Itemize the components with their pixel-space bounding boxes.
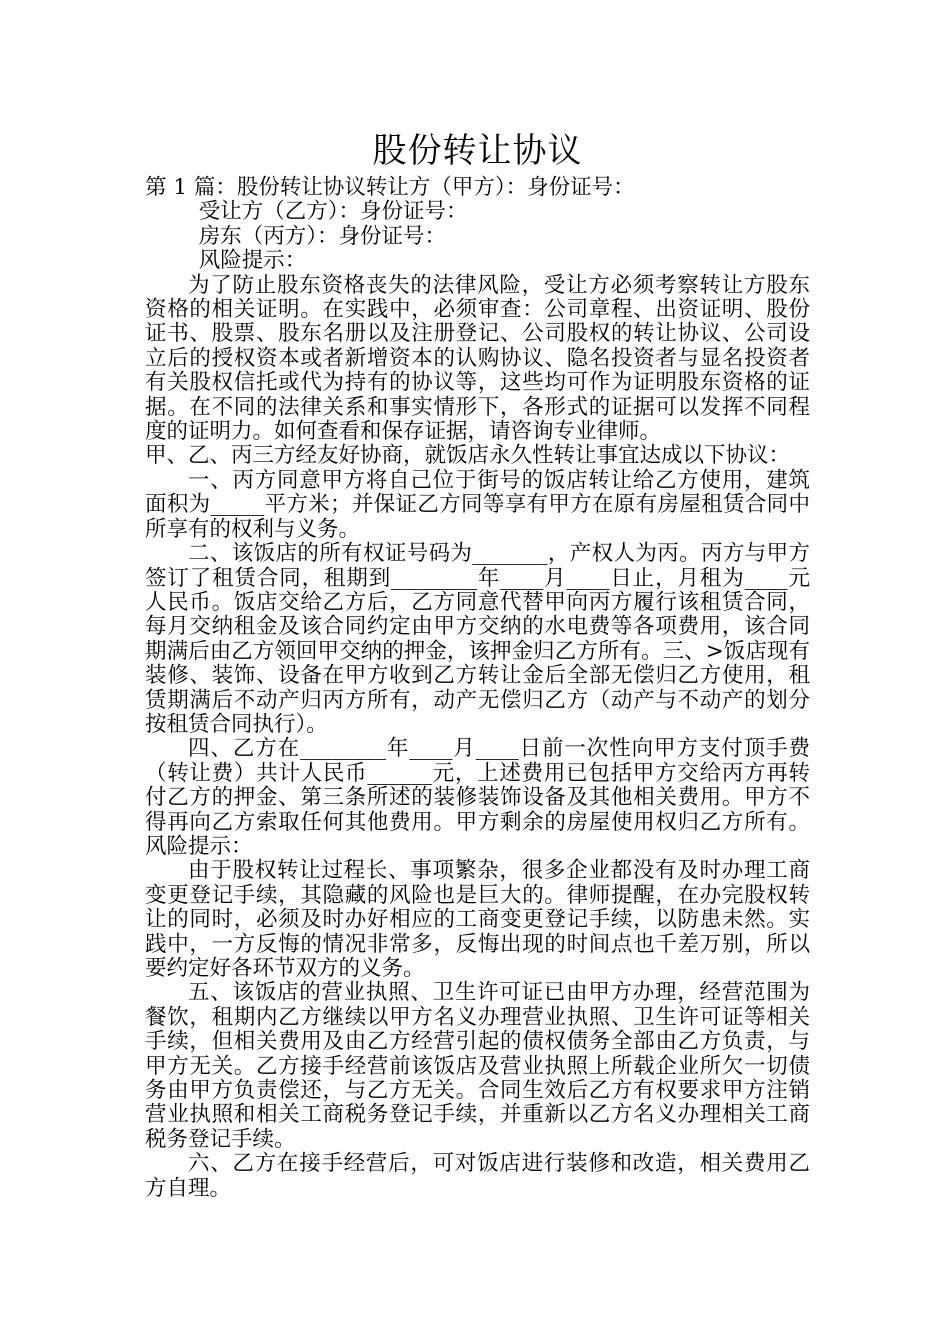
transferee-line: 受让方（乙方）：身份证号： [198, 199, 468, 225]
document-title: 股份转让协议 [372, 131, 583, 171]
clause-1-paragraph: 一、丙方同意甲方将自己位于街号的饭店转让给乙方使用，建筑面积为_____平方米；并保证乙方同等享有甲方在原有房屋租赁合同中所享有的权利与义务。 [145, 467, 810, 542]
risk-notice-2-paragraph: 由于股权转让过程长、事项繁杂，很多企业都没有及时办理工商变更登记手续，其隐藏的风险也是巨大的。律师提醒，在办完股权转让的同时，必须及时办好相应的工商变更登记手续，以防患未然。实践中，一方反悔的情况非常多，反悔出现的时间点也千差万别，所以要约定好各环节双方的义务。 [145, 858, 810, 981]
clause-2-paragraph: 二、该饭店的所有权证号码为_______，产权人为丙。丙方与甲方签订了租赁合同，租期到________年____月____日止，月租为____元人民币。饭店交给乙方后，乙方同意代替甲向丙方履行该租赁合同，每月交纳租金及该合同约定由甲方交纳的水电费等各项费用，该合同期满后由乙方领回甲交纳的押金，该押金归乙方所有。三、>饭店现有装修、装饰、设备在甲方收到乙方转让金后全部无偿归乙方使用，租赁期满后不动产归丙方所有，动产无偿归乙方（动产与不动产的划分按租赁合同执行）。 [145, 541, 810, 737]
document-page [145, 128, 810, 1201]
clause-5-paragraph: 五、该饭店的营业执照、卫生许可证已由甲方办理，经营范围为餐饮，租期内乙方继续以甲方名义办理营业执照、卫生许可证等相关手续，但相关费用及由乙方经营引起的债权债务全部由乙方负责，与甲方无关。乙方接手经营前该饭店及营业执照上所载企业所欠一切债务由甲方负责偿还，与乙方无关。合同生效后乙方有权要求甲方注销营业执照和相关工商税务登记手续，并重新以乙方名义办理相关工商税务登记手续。 [145, 980, 810, 1152]
clause-6-paragraph: 六、乙方在接手经营后，可对饭店进行装修和改造，相关费用乙方自理。 [145, 1151, 810, 1201]
landlord-line: 房东（丙方）：身份证号： [198, 223, 447, 249]
chapter-heading-paragraph: 第 1 篇：股份转让协议转让方（甲方）：身份证号： [145, 175, 635, 200]
clause-4-paragraph: 四、乙方在________年____月____日前一次性向甲方支付顶手费（转让费）共计人民币______元，上述费用已包括甲方交给丙方再转付乙方的押金、第三条所述的装修装饰设备及其他相关费用。甲方不得再向乙方索取任何其他费用。甲方剩余的房屋使用权归乙方所有。风险提示： [145, 736, 810, 859]
risk-notice-label: 风险提示： [198, 248, 307, 274]
risk-notice-paragraph: 为了防止股东资格丧失的法律风险，受让方必须考察转让方股东资格的相关证明。在实践中，必须审查：公司章程、出资证明、股份证书、股票、股东名册以及注册登记、公司股权的转让协议、公司设立后的授权资本或者新增资本的认购协议、隐名投资者与显名投资者有关股权信托或代为持有的协议等，这些均可作为证明股东资格的证据。在不同的法律关系和事实情形下，各形式的证据可以发挥不同程度的证明力。如何查看和保存证据，请咨询专业律师。 [145, 272, 810, 445]
agreement-intro-paragraph: 甲、乙、丙三方经友好协商，就饭店永久性转让事宜达成以下协议： [145, 443, 791, 469]
